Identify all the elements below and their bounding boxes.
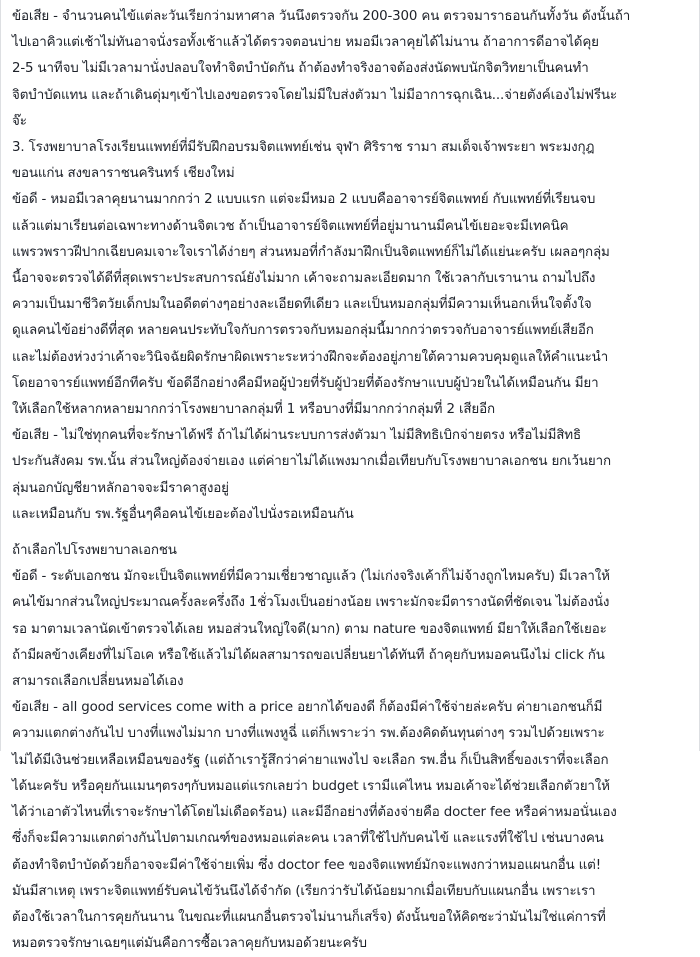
text-line: ดูแลคนไข้อย่างดีที่สุด หลายคนประทับใจกับการตรวจกับหมอกลุ่มนี้มากกว่าตรวจกับอาจารย์แพทย์เสียอีก — [12, 323, 594, 339]
text-line: จิตบำบัดแทน และถ้าเดินดุ่มๆเข้าไปเองขอตรวจโดยไม่มีใบส่งตัวมา ไม่มีอาการฉุกเฉิน...จ่ายตังค์เองไม่ฟรีนะ — [12, 87, 617, 103]
text-line: ต้องใช้เวลาในการคุยกันนาน ในขณะที่แผนกอื่นตรวจไม่นานก็เสร็จ) ดังนั้นขอให้คิดซะว่ามันไม่ใช่แค่การที่ — [12, 909, 606, 925]
text-line: แล้วแต่มาเรียนต่อเฉพาะทางด้านจิตเวช ถ้าเป็นอาจารย์จิตแพทย์ที่อยู่มานานมีคนไข้เยอะจะมีเทคนิค — [12, 218, 569, 234]
text-line: ความเป็นมาชีวิตวัยเด็กปมในอดีตต่างๆอย่างละเอียดทีเดียว และเป็นหมอกลุ่มที่มีความเห็นอกเห็นใจตั้งใจ — [12, 297, 592, 313]
paragraph-private-hospitals — [12, 538, 689, 957]
paragraph-public-hospitals — [12, 4, 689, 528]
text-line: ถ้ามีผลข้างเคียงที่ไม่โอเค หรือใช้แล้วไม่ได้ผลสามารถขอเปลี่ยนยาได้ทันที ถ้าคุยกับหมอคนนึงไม่ click กัน — [12, 647, 605, 663]
text-line: รอ มาตามเวลานัดเข้าตรวจได้เลย หมอส่วนใหญ่ใจดี(มาก) ตาม nature ของจิตแพทย์ มียาให้เลือกใช้เยอะ — [12, 621, 607, 637]
text-line: และไม่ต้องห่วงว่าเค้าจะวินิจฉัยผิดรักษาผิดเพราะระหว่างฝึกจะต้องอยู่ภายใต้ความควบคุมดูแลให้คำแนะนำ — [12, 349, 609, 365]
text-line: ไปเอาคิวแต่เช้าไม่ทันอาจนั่งรอทั้งเช้าแล้วได้ตรวจตอนบ่าย หมอมีเวลาคุยได้ไม่นาน ถ้าอาการดีอาจได้คุย — [12, 35, 599, 51]
text-line: 3. โรงพยาบาลโรงเรียนแพทย์ที่มีรับฝึกอบรมจิตแพทย์เช่น จุฬา ศิริราช รามา สมเด็จเจ้าพระยา พระมงกุฎ — [12, 140, 595, 156]
text-line: ข้อเสีย - จำนวนคนไข้แต่ละวันเรียกว่ามหาศาล วันนึงตรวจกัน 200-300 คน ตรวจมาราธอนกันทั้งวัน ดังนั้นถ้า — [12, 9, 631, 24]
text-line: 2-5 นาทีจบ ไม่มีเวลามานั่งปลอบใจทำจิตบำบัดกัน ถ้าต้องทำจริงอาจต้องส่งนัดพบนักจิตวิทยาเป็นคนทำ — [12, 61, 589, 77]
text-line: จ๊ะ — [12, 113, 27, 129]
text-line: ต้องทำจิตบำบัดด้วยก็อาจจะมีค่าใช้จ่ายเพิ่ม ซึ่ง doctor fee ของจิตแพทย์มักจะแพงกว่าหมอแผนกอื่น แต่! — [12, 857, 601, 873]
text-line: โดยอาจารย์แพทย์อีกทีครับ ข้อดีอีกอย่างคือมีหอผู้ป่วยที่รับผู้ป่วยที่ต้องรักษาแบบผู้ป่วยในได้เหมือนกัน มียา — [12, 375, 599, 391]
text-line: ได้ว่าเอาตัวไหนที่เราจะรักษาได้โดยไม่เดือดร้อน) และมีอีกอย่างที่ต้องจ่ายคือ docter fee หรือค่าหมอนั่นเอง — [12, 805, 617, 821]
text-line: แพรวพราวฝีปากเฉียบคมเจาะใจเราได้ง่ายๆ ส่วนหมอที่กำลังมาฝึกเป็นจิตแพทย์ก็ไม่ได้แย่นะครับ เผลอๆกลุ่ม — [12, 244, 610, 260]
text-line: ข้อดี - ระดับเอกชน มักจะเป็นจิตแพทย์ที่มีความเชี่ยวชาญแล้ว (ไม่เก่งจริงเค้าก็ไม่จ้างถูกไหมครับ) มีเวลาให้ — [12, 569, 610, 585]
text-line: ซึ่งก็จะมีความแตกต่างกันไปตามเกณฑ์ของหมอแต่ละคน เวลาที่ใช้ไปกับคนไข้ และแรงที่ใช้ไป เช่นบางคน — [12, 831, 604, 847]
text-line: และเหมือนกับ รพ.รัฐอื่นๆคือคนไข้เยอะต้องไปนั่งรอเหมือนกัน — [12, 506, 354, 522]
text-line: ให้เลือกใช้หลากหลายมากกว่าโรงพยาบาลกลุ่มที่ 1 หรือบางที่มีมากกว่ากลุ่มที่ 2 เสียอีก — [12, 402, 495, 418]
text-line: ขอนแก่น สงขลาราชนครินทร์ เชียงใหม่ — [12, 166, 235, 182]
text-line: ประกันสังคม รพ.นั้น ส่วนใหญ่ต้องจ่ายเอง แต่ค่ายาไม่ได้แพงมากเมื่อเทียบกับโรงพยาบาลเอกชน ยกเว้นยาก — [12, 454, 611, 470]
text-line: หมอตรวจรักษาเฉยๆแต่มันคือการซื้อเวลาคุยกับหมอด้วยนะครับ — [12, 936, 367, 952]
text-line: ข้อดี - หมอมีเวลาคุยนานมากกว่า 2 แบบแรก แต่จะมีหมอ 2 แบบคืออาจารย์จิตแพทย์ กับแพทย์ที่เรียนจบ — [12, 192, 596, 208]
text-line: คนไข้มากส่วนใหญ่ประมาณครั้งละครึ่งถึง 1ชั่วโมงเป็นอย่างน้อย เพราะมักจะมีตารางนัดที่ชัดเจน ไม่ต้องนั่ง — [12, 595, 610, 611]
text-line: สามารถเลือกเปลี่ยนหมอได้เอง — [12, 674, 184, 690]
text-line: ได้นะครับ หรือคุยกันแมนๆตรงๆกับหมอแต่แรกเลยว่า budget เรามีแค่ไหน หมอเค้าจะได้ช่วยเลือกตัวยาให้ — [12, 778, 610, 794]
text-line: ข้อเสีย - all good services come with a price อยากได้ของดี ก็ต้องมีค่าใช้จ่ายล่ะครับ ค่ายาเอกชนก็มี — [12, 700, 603, 716]
text-line: นี้อาจจะตรวจได้ดีที่สุดเพราะประสบการณ์ยังไม่มาก เค้าจะถามละเอียดมาก ใช้เวลากับเรานาน ถามไปถึง — [12, 271, 596, 287]
text-line: ไม่ได้มีเงินช่วยเหลือเหมือนของรัฐ (แต่ถ้าเรารู้สึกว่าค่ายาแพงไป จะเลือก รพ.อื่น ก็เป็นสิทธิ์ของเราที่จะเลือก — [12, 752, 609, 768]
text-line: ข้อเสีย - ไม่ใช่ทุกคนที่จะรักษาได้ฟรี ถ้าไม่ได้ผ่านระบบการส่งตัวมา ไม่มีสิทธิเบิกจ่ายตรง หรือไม่มีสิทธิ — [12, 428, 581, 444]
text-line: ลุ่มนอกบัญชียาหลักอาจจะมีราคาสูงอยู่ — [12, 480, 229, 496]
text-line: มันมีสาเหตุ เพราะจิตแพทย์รับคนไข้วันนึงได้จำกัด (เรียกว่ารับได้น้อยมากเมื่อเทียบกับแผนกอื่น เพราะเรา — [12, 883, 596, 899]
text-line: ความแตกต่างกันไป บางที่แพงไม่มาก บางที่แพงหูฉี่ แต่ก็เพราะว่า รพ.ต้องคิดต้นทุนต่างๆ รวมไปด้วยเพราะ — [12, 726, 605, 742]
text-line: ถ้าเลือกไปโรงพยาบาลเอกชน — [12, 543, 177, 559]
